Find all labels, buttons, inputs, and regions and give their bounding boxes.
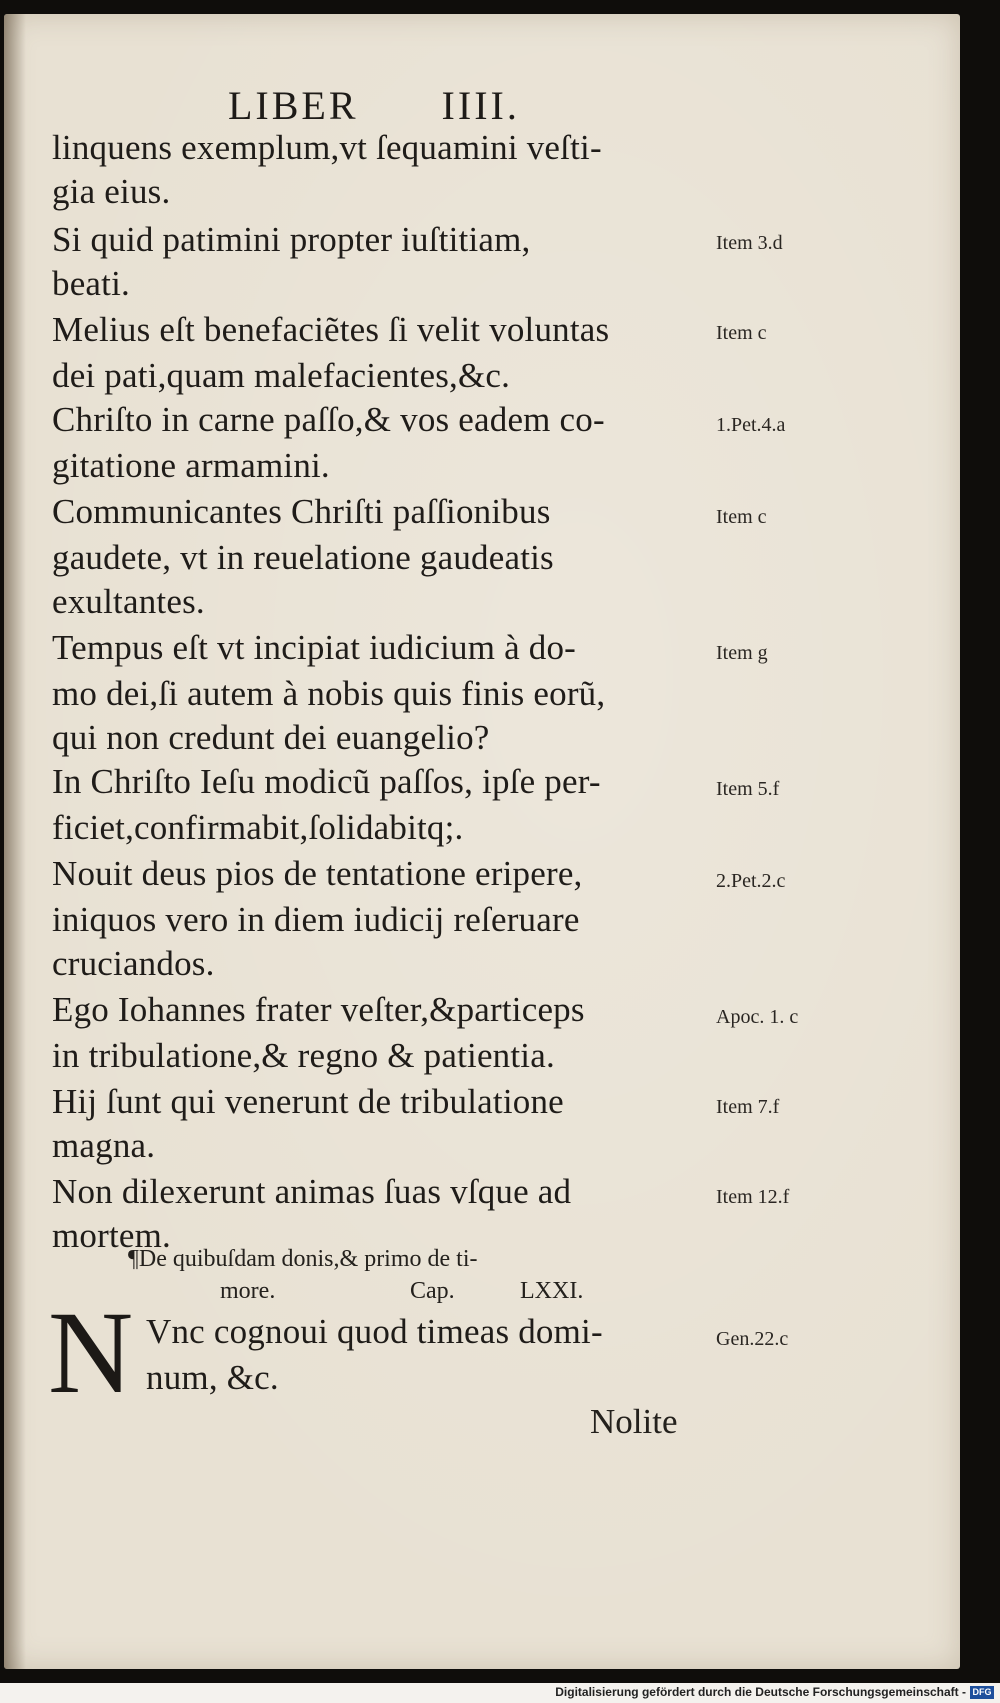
text-line: cruciandos. [52, 944, 215, 983]
chapter-number: LXXI. [520, 1278, 584, 1304]
text-line: exultantes. [52, 582, 205, 621]
funding-credit: Digitalisierung gefördert durch die Deutsche Forschungsgemeinschaft - [555, 1685, 966, 1699]
text-line: gia eius. [52, 172, 171, 211]
chapter-heading-line1: ¶De quibuſdam donis,& primo de ti- [128, 1246, 478, 1272]
margin-reference: Item c [716, 506, 767, 528]
margin-reference: Item c [716, 322, 767, 344]
running-head-number: IIII. [441, 83, 520, 128]
text-line: Tempus eſt vt incipiat iudicium à do- [52, 628, 577, 667]
text-line: Vnc cognoui quod timeas domi- [146, 1312, 603, 1351]
text-line: magna. [52, 1126, 156, 1165]
text-line: Ego Iohannes frater veſter,&particeps [52, 990, 585, 1029]
text-line: gitatione armamini. [52, 446, 330, 485]
catchword: Nolite [590, 1402, 678, 1441]
text-line: Melius eſt benefaciẽtes ſi velit voluntas [52, 310, 610, 349]
text-line: Si quid patimini propter iuſtitiam, [52, 220, 531, 259]
text-line: beati. [52, 264, 130, 303]
margin-reference: 1.Pet.4.a [716, 414, 786, 436]
text-line: iniquos vero in diem iudicij reſeruare [52, 900, 580, 939]
text-line: linquens exemplum,vt ſequamini veſti- [52, 128, 602, 167]
text-line: In Chriſto Ieſu modicũ paſſos, ipſe per- [52, 762, 601, 801]
margin-reference: Item g [716, 642, 768, 664]
margin-reference: Gen.22.c [716, 1328, 789, 1350]
margin-reference: Item 12.f [716, 1186, 790, 1208]
text-line: mortem. [52, 1216, 172, 1255]
page-gutter-shadow [4, 14, 26, 1669]
text-line: Nouit deus pios de tentatione eripere, [52, 854, 583, 893]
chapter-heading-cap: Cap. [410, 1278, 455, 1304]
text-line: Hij ſunt qui venerunt de tribulatione [52, 1082, 564, 1121]
text-line: Chriſto in carne paſſo,& vos eadem co- [52, 400, 605, 439]
decorated-initial: N [48, 1287, 134, 1418]
dfg-logo-icon: DFG [970, 1686, 994, 1699]
text-line: qui non credunt dei euangelio? [52, 718, 490, 757]
running-head [228, 82, 520, 129]
text-line: mo dei,ſi autem à nobis quis finis eorũ, [52, 674, 606, 713]
text-line: in tribulatione,& regno & patientia. [52, 1036, 555, 1075]
margin-reference: Apoc. 1. c [716, 1006, 799, 1028]
margin-reference: Item 3.d [716, 232, 783, 254]
chapter-heading-word: more. [220, 1278, 276, 1304]
running-head-title: LIBER [228, 83, 359, 128]
margin-reference: Item 5.f [716, 778, 780, 800]
text-line: dei pati,quam malefacientes,&c. [52, 356, 511, 395]
text-line: ficiet,confirmabit,ſolidabitq;. [52, 808, 464, 847]
text-line: Non dilexerunt animas ſuas vſque ad [52, 1172, 572, 1211]
text-line: num, &c. [146, 1358, 279, 1397]
text-line: gaudete, vt in reuelatione gaudeatis [52, 538, 554, 577]
margin-reference: 2.Pet.2.c [716, 870, 786, 892]
margin-reference: Item 7.f [716, 1096, 780, 1118]
text-line: Communicantes Chriſti paſſionibus [52, 492, 551, 531]
